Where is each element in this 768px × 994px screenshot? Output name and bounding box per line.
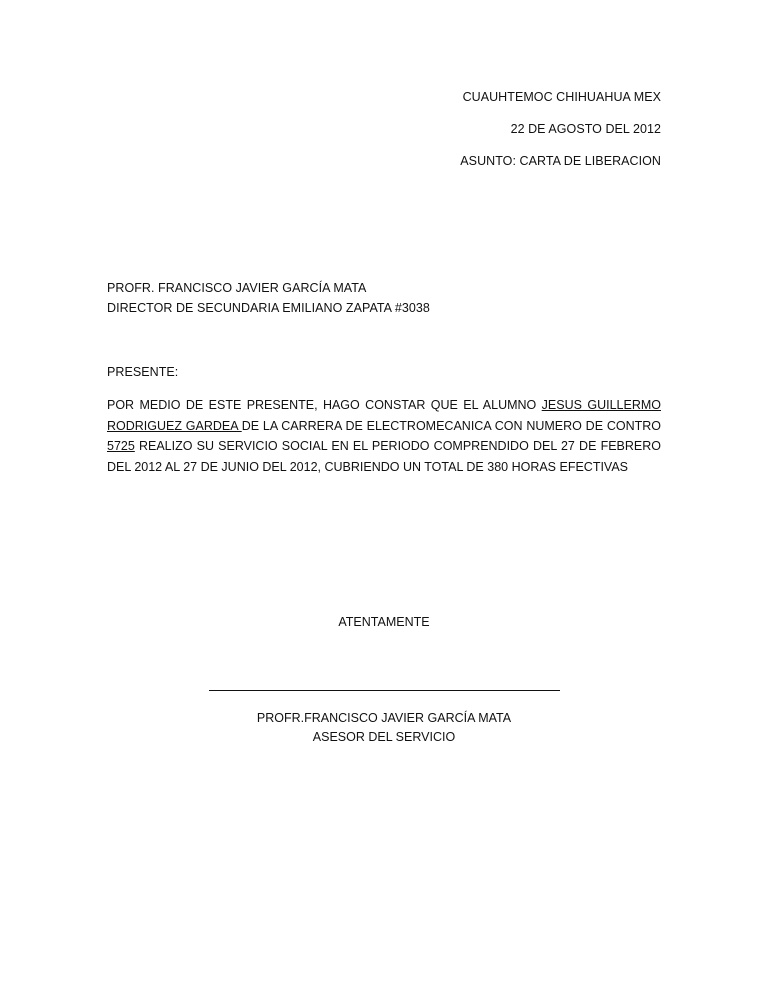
body-part-3: REALIZO SU SERVICIO SOCIAL EN EL PERIODO COMPRENDIDO DEL 27 DE FEBRERO DEL 2012 AL 27 DE JUNIO DEL 2012, CUBRIENDO UN TOTAL DE 380 HORAS EFECTIVAS xyxy=(107,439,661,474)
letter-body xyxy=(107,395,661,477)
header-place: CUAUHTEMOC CHIHUAHUA MEX xyxy=(462,90,661,104)
control-number: 5725 xyxy=(107,439,135,453)
closing: ATENTAMENTE xyxy=(338,615,430,629)
student-name: JESUS GUILLERMO RODRIGUEZ GARDEA xyxy=(107,398,661,433)
header-date: 22 DE AGOSTO DEL 2012 xyxy=(510,122,661,136)
salutation: PRESENTE: xyxy=(107,365,179,379)
signature-role: ASESOR DEL SERVICIO xyxy=(312,730,456,744)
header-subject: ASUNTO: CARTA DE LIBERACION xyxy=(460,154,661,168)
recipient-title: DIRECTOR DE SECUNDARIA EMILIANO ZAPATA #3038 xyxy=(107,301,430,315)
signature-line xyxy=(209,690,560,691)
signature-name: PROFR.FRANCISCO JAVIER GARCÍA MATA xyxy=(256,711,512,725)
recipient-name: PROFR. FRANCISCO JAVIER GARCÍA MATA xyxy=(107,281,367,295)
body-part-1: POR MEDIO DE ESTE PRESENTE, HAGO CONSTAR QUE EL ALUMNO xyxy=(107,398,542,412)
body-part-2: DE LA CARRERA DE ELECTROMECANICA CON NUMERO DE CONTRO xyxy=(241,418,662,433)
